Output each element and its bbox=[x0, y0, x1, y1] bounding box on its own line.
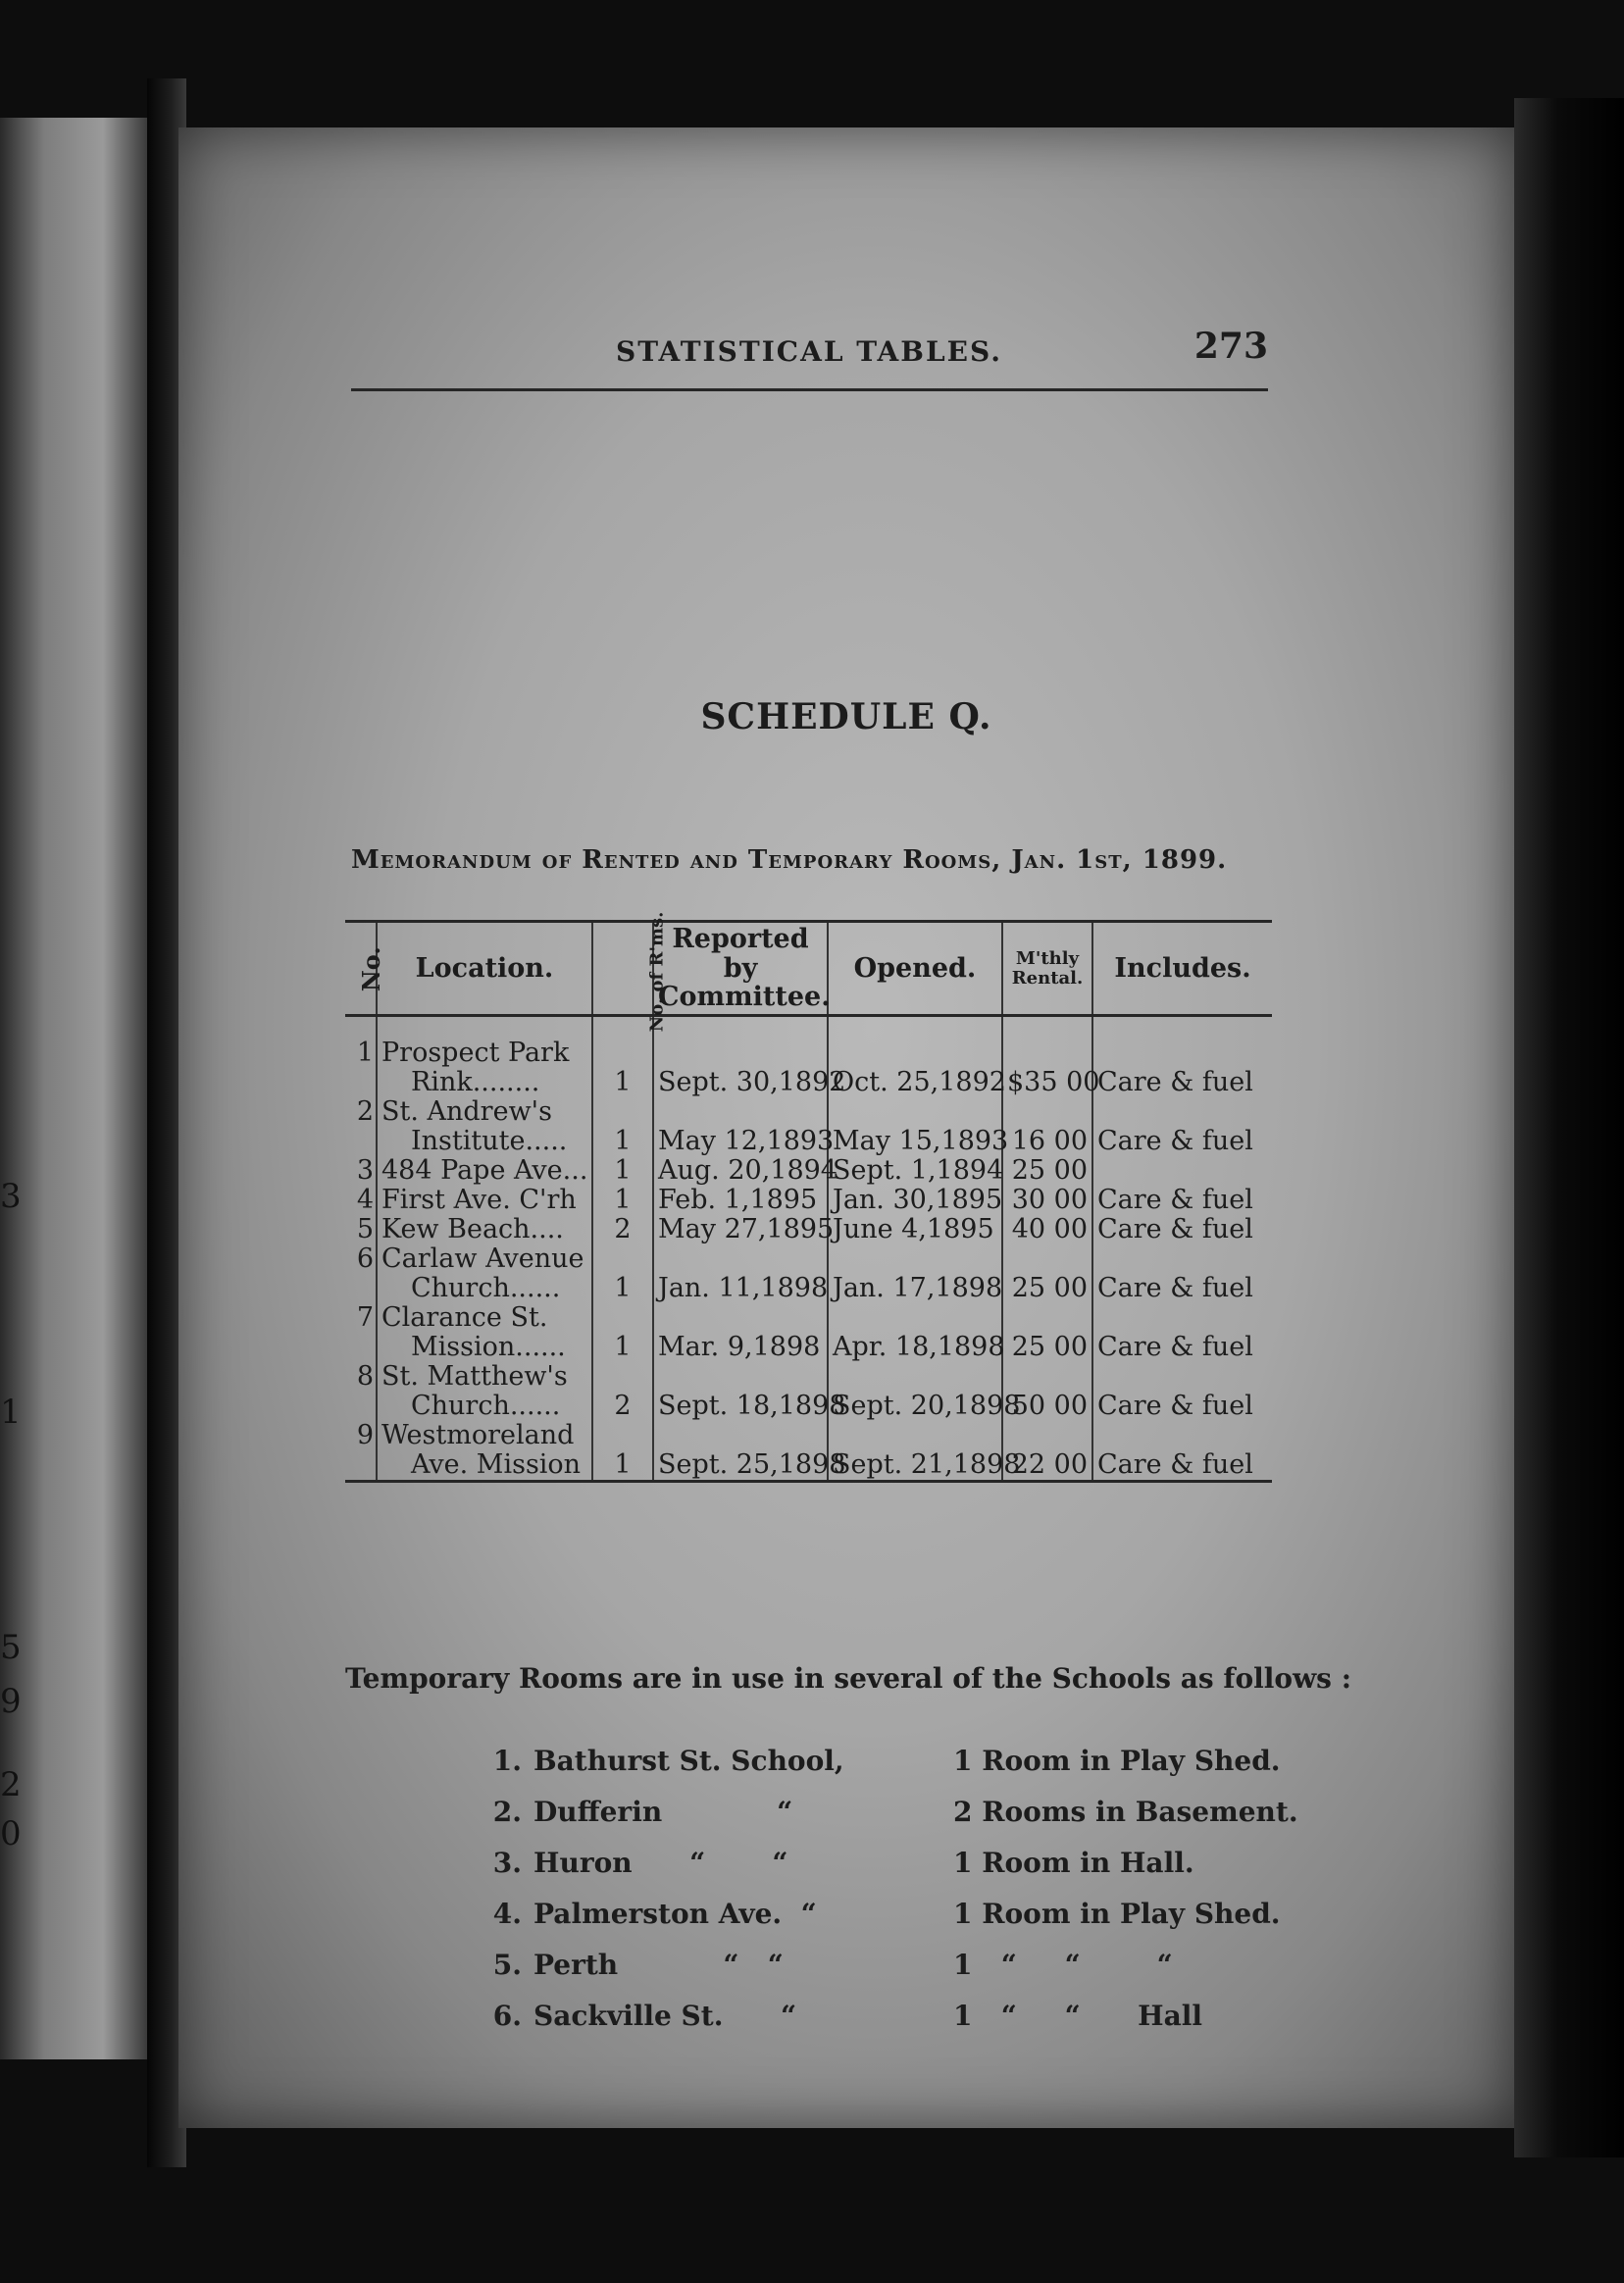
left-page-edge bbox=[0, 118, 147, 2059]
table-row bbox=[345, 1244, 1272, 1274]
cell-rooms: 1 bbox=[592, 1156, 653, 1186]
cell-rooms: 2 bbox=[592, 1215, 653, 1244]
list-item bbox=[482, 1787, 1298, 1838]
list-item bbox=[482, 1736, 1281, 1787]
cell-reported: Sept. 30,1892 bbox=[653, 1068, 828, 1097]
cell-location: Ave. Mission bbox=[377, 1450, 592, 1482]
cell-rooms: 1 bbox=[592, 1274, 653, 1303]
table-header-row bbox=[345, 922, 1272, 1016]
cell-includes bbox=[1092, 1097, 1272, 1127]
table-row bbox=[345, 1421, 1272, 1450]
cell-includes bbox=[1092, 1303, 1272, 1333]
cell-no: 6 bbox=[356, 1243, 374, 1274]
header-includes: Includes. bbox=[1092, 922, 1272, 1016]
list-item-number: 4. bbox=[492, 1898, 522, 1930]
table-body bbox=[345, 1016, 1272, 1482]
header-rooms: No. of R'ms. bbox=[592, 922, 653, 1016]
cell-rooms: 2 bbox=[592, 1392, 653, 1421]
book-right-edge bbox=[1514, 98, 1624, 2157]
cell-opened bbox=[828, 1421, 1002, 1450]
cell-rooms bbox=[592, 1421, 653, 1450]
list-item-rooms: 1 Room in Play Shed. bbox=[953, 1745, 1281, 1777]
cell-rental: 22 00 bbox=[1002, 1450, 1092, 1482]
cell-location: Church...... bbox=[377, 1274, 592, 1303]
cell-reported: May 12,1893 bbox=[653, 1127, 828, 1156]
cell-opened bbox=[828, 1303, 1002, 1333]
cell-no: 7 bbox=[356, 1302, 374, 1333]
cell-location: First Ave. C'rh bbox=[377, 1186, 592, 1215]
cell-rental bbox=[1002, 1421, 1092, 1450]
list-item-school: Palmerston Ave. “ bbox=[533, 1898, 817, 1930]
cell-no: 9 bbox=[356, 1420, 374, 1450]
cell-opened: June 4,1895 bbox=[828, 1215, 1002, 1244]
book-page bbox=[178, 127, 1514, 2128]
cell-no: 1 bbox=[356, 1038, 374, 1068]
cell-rooms bbox=[592, 1303, 653, 1333]
cell-location: Prospect Park bbox=[377, 1039, 592, 1068]
page-number: 273 bbox=[1193, 326, 1268, 367]
cell-location: Mission...... bbox=[377, 1333, 592, 1362]
cell-includes: Care & fuel bbox=[1092, 1333, 1272, 1362]
cell-rooms: 1 bbox=[592, 1127, 653, 1156]
list-item bbox=[482, 1940, 1267, 1991]
list-item-rooms: 2 Rooms in Basement. bbox=[953, 1796, 1298, 1828]
cell-no: 2 bbox=[356, 1096, 374, 1127]
cell-rental: 30 00 bbox=[1002, 1186, 1092, 1215]
cell-rental bbox=[1002, 1097, 1092, 1127]
list-item-school: Dufferin “ bbox=[533, 1796, 793, 1828]
cell-location: Church...... bbox=[377, 1392, 592, 1421]
list-item-rooms: 1 Room in Play Shed. bbox=[953, 1898, 1281, 1930]
cell-opened: Oct. 25,1892 bbox=[828, 1068, 1002, 1097]
table-row bbox=[345, 1156, 1272, 1186]
list-item-school: Perth “ “ bbox=[533, 1949, 784, 1981]
table-row bbox=[345, 1127, 1272, 1156]
list-item-school: Huron “ “ bbox=[533, 1847, 788, 1879]
cell-opened: Apr. 18,1898 bbox=[828, 1333, 1002, 1362]
running-head bbox=[351, 324, 1268, 391]
cell-rental: 40 00 bbox=[1002, 1215, 1092, 1244]
table-row bbox=[345, 1450, 1272, 1482]
cell-no bbox=[345, 1333, 377, 1362]
schedule-title: SCHEDULE Q. bbox=[700, 696, 992, 737]
cell-rooms: 1 bbox=[592, 1333, 653, 1362]
running-title: STATISTICAL TABLES. bbox=[616, 335, 1002, 368]
temporary-rooms-intro: Temporary Rooms are in use in several of the Schools as follows : bbox=[345, 1662, 1352, 1695]
cell-opened bbox=[828, 1039, 1002, 1068]
cell-no bbox=[345, 1450, 377, 1482]
cell-rooms bbox=[592, 1097, 653, 1127]
cell-includes: Care & fuel bbox=[1092, 1215, 1272, 1244]
cell-includes: Care & fuel bbox=[1092, 1068, 1272, 1097]
memo-title: Memorandum of Rented and Temporary Rooms, Jan. 1st, 1899. bbox=[351, 845, 1228, 875]
cell-rental bbox=[1002, 1039, 1092, 1068]
cell-opened: Sept. 20,1898 bbox=[828, 1392, 1002, 1421]
table-row bbox=[345, 1303, 1272, 1333]
cell-location: Institute..... bbox=[377, 1127, 592, 1156]
list-item-number: 5. bbox=[492, 1949, 522, 1981]
cell-no: 4 bbox=[356, 1185, 374, 1215]
cell-opened: Sept. 21,1898 bbox=[828, 1450, 1002, 1482]
cell-rooms bbox=[592, 1039, 653, 1068]
cell-rental: 50 00 bbox=[1002, 1392, 1092, 1421]
cell-opened bbox=[828, 1244, 1002, 1274]
cell-rooms bbox=[592, 1362, 653, 1392]
cell-no bbox=[345, 1392, 377, 1421]
left-page-fragment: 3 bbox=[0, 1177, 22, 1216]
cell-includes bbox=[1092, 1362, 1272, 1392]
list-item-rooms: 1 “ “ “ bbox=[953, 1949, 1173, 1981]
cell-opened bbox=[828, 1097, 1002, 1127]
table-row bbox=[345, 1186, 1272, 1215]
header-location: Location. bbox=[377, 922, 592, 1016]
cell-rental bbox=[1002, 1303, 1092, 1333]
cell-location: Kew Beach.... bbox=[377, 1215, 592, 1244]
list-item-rooms: 1 “ “ Hall bbox=[953, 2000, 1203, 2032]
cell-location: Rink........ bbox=[377, 1068, 592, 1097]
list-item-number: 1. bbox=[492, 1745, 522, 1777]
cell-rooms bbox=[592, 1244, 653, 1274]
cell-includes: Care & fuel bbox=[1092, 1186, 1272, 1215]
table-row bbox=[345, 1362, 1272, 1392]
cell-reported: Mar. 9,1898 bbox=[653, 1333, 828, 1362]
cell-reported: Aug. 20,1894 bbox=[653, 1156, 828, 1186]
list-item-number: 2. bbox=[492, 1796, 522, 1828]
cell-rental: 16 00 bbox=[1002, 1127, 1092, 1156]
cell-reported: Jan. 11,1898 bbox=[653, 1274, 828, 1303]
cell-no bbox=[345, 1274, 377, 1303]
table-row bbox=[345, 1097, 1272, 1127]
cell-reported bbox=[653, 1362, 828, 1392]
cell-opened: Jan. 30,1895 bbox=[828, 1186, 1002, 1215]
left-page-fragment: 5 bbox=[0, 1628, 22, 1667]
cell-includes bbox=[1092, 1156, 1272, 1186]
table-row bbox=[345, 1068, 1272, 1097]
list-item-number: 6. bbox=[492, 2000, 522, 2032]
cell-location: Carlaw Avenue bbox=[377, 1244, 592, 1274]
cell-includes: Care & fuel bbox=[1092, 1274, 1272, 1303]
cell-includes: Care & fuel bbox=[1092, 1127, 1272, 1156]
list-item-rooms: 1 Room in Hall. bbox=[953, 1847, 1194, 1879]
left-page-fragment: 9 bbox=[0, 1682, 22, 1721]
cell-no bbox=[345, 1127, 377, 1156]
cell-no: 8 bbox=[356, 1361, 374, 1392]
cell-rental: $35 00 bbox=[1002, 1068, 1092, 1097]
cell-includes bbox=[1092, 1244, 1272, 1274]
header-no: No. bbox=[356, 945, 385, 991]
cell-reported bbox=[653, 1097, 828, 1127]
header-rental: M'thly Rental. bbox=[1002, 922, 1092, 1016]
cell-no: 5 bbox=[356, 1214, 374, 1244]
header-opened: Opened. bbox=[828, 922, 1002, 1016]
list-item-school: Sackville St. “ bbox=[533, 2000, 797, 2032]
cell-rooms: 1 bbox=[592, 1068, 653, 1097]
cell-no bbox=[345, 1068, 377, 1097]
left-page-fragment: 2 bbox=[0, 1765, 22, 1804]
cell-reported: Feb. 1,1895 bbox=[653, 1186, 828, 1215]
table-row bbox=[345, 1039, 1272, 1068]
cell-rooms: 1 bbox=[592, 1186, 653, 1215]
table-spacer-row bbox=[345, 1016, 1272, 1040]
cell-location: 484 Pape Ave... bbox=[377, 1156, 592, 1186]
cell-location: Westmoreland bbox=[377, 1421, 592, 1450]
cell-reported bbox=[653, 1039, 828, 1068]
cell-includes bbox=[1092, 1421, 1272, 1450]
cell-rooms: 1 bbox=[592, 1450, 653, 1482]
list-item bbox=[482, 1991, 1267, 2042]
list-item bbox=[482, 1838, 1267, 1889]
table-row bbox=[345, 1392, 1272, 1421]
cell-opened: Jan. 17,1898 bbox=[828, 1274, 1002, 1303]
list-item bbox=[482, 1889, 1281, 1940]
cell-reported bbox=[653, 1303, 828, 1333]
cell-includes bbox=[1092, 1039, 1272, 1068]
header-reported: Reported by Committee. bbox=[653, 922, 828, 1016]
list-item-number: 3. bbox=[492, 1847, 522, 1879]
left-page-fragment: 1 bbox=[0, 1393, 22, 1432]
cell-rental: 25 00 bbox=[1002, 1156, 1092, 1186]
table-row bbox=[345, 1333, 1272, 1362]
cell-rental: 25 00 bbox=[1002, 1274, 1092, 1303]
table-row bbox=[345, 1215, 1272, 1244]
cell-rental bbox=[1002, 1244, 1092, 1274]
left-page-fragment: 0 bbox=[0, 1814, 22, 1853]
cell-reported bbox=[653, 1421, 828, 1450]
temporary-rooms-list bbox=[482, 1736, 1298, 2042]
cell-rental: 25 00 bbox=[1002, 1333, 1092, 1362]
cell-location: Clarance St. bbox=[377, 1303, 592, 1333]
cell-opened bbox=[828, 1362, 1002, 1392]
cell-opened: May 15,1893 bbox=[828, 1127, 1002, 1156]
cell-reported: Sept. 18,1898 bbox=[653, 1392, 828, 1421]
cell-location: St. Matthew's bbox=[377, 1362, 592, 1392]
cell-location: St. Andrew's bbox=[377, 1097, 592, 1127]
cell-reported: May 27,1895 bbox=[653, 1215, 828, 1244]
list-item-school: Bathurst St. School, bbox=[533, 1745, 844, 1777]
cell-opened: Sept. 1,1894 bbox=[828, 1156, 1002, 1186]
rooms-table bbox=[345, 911, 1272, 1483]
cell-includes: Care & fuel bbox=[1092, 1392, 1272, 1421]
table-row bbox=[345, 1274, 1272, 1303]
cell-rental bbox=[1002, 1362, 1092, 1392]
cell-reported: Sept. 25,1898 bbox=[653, 1450, 828, 1482]
cell-no: 3 bbox=[356, 1155, 374, 1186]
cell-includes: Care & fuel bbox=[1092, 1450, 1272, 1482]
cell-reported bbox=[653, 1244, 828, 1274]
